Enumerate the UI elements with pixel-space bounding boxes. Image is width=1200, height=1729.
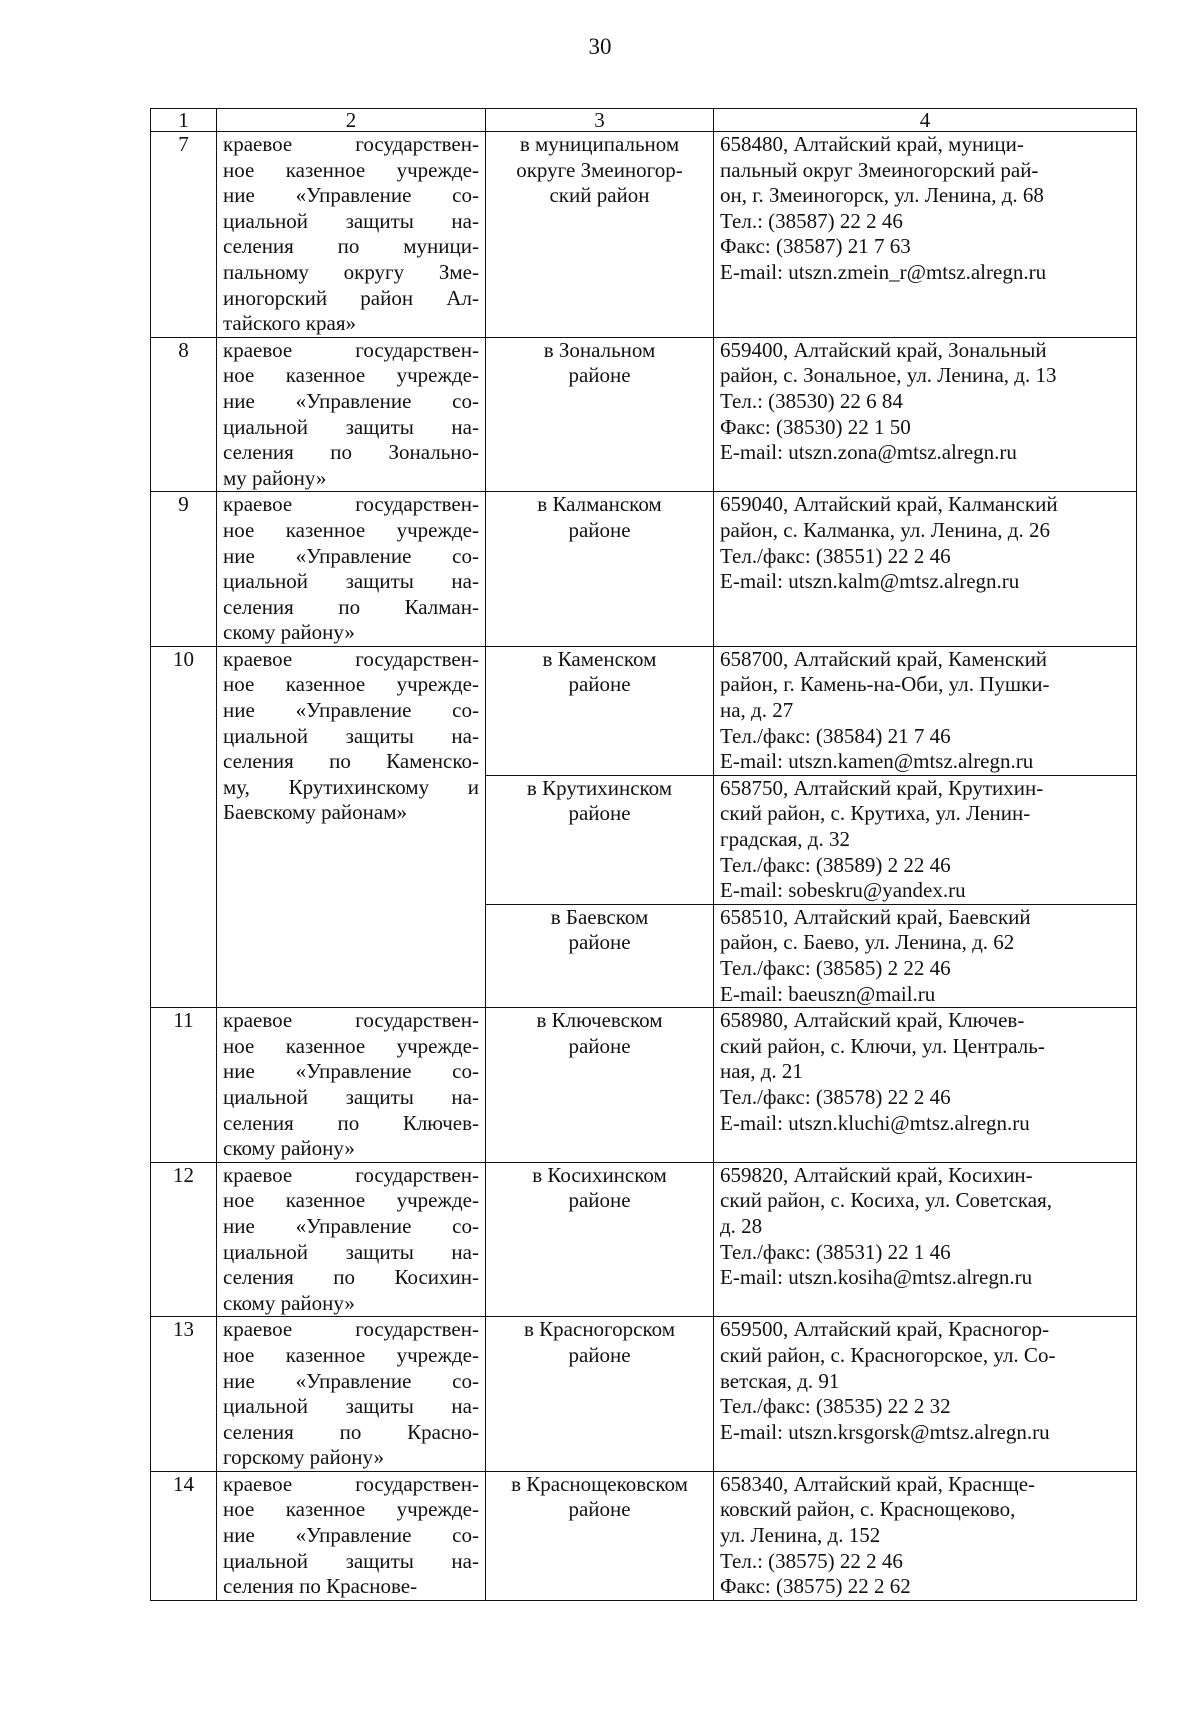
text-line: Тел.: (38587) 22 2 46 [720, 208, 903, 233]
text-line: Тел./факс: (38585) 2 22 46 [720, 956, 951, 980]
text-line: селения по Зонально- [223, 440, 479, 465]
row-number: 9 [151, 492, 217, 647]
text-line: ное казенное учрежде- [223, 1497, 479, 1522]
text-line: Тел.: (38530) 22 6 84 [720, 388, 903, 413]
text-line: E-mail: utszn.kamen@mtsz.alregn.ru [720, 749, 1034, 774]
text-line: краевое государствен- [223, 1471, 479, 1496]
office-location [486, 646, 714, 775]
text-line: пальному округу Зме- [223, 259, 479, 284]
text-line: он, г. Змеиногорск, ул. Ленина, д. 68 [720, 183, 1044, 208]
text-line: ное казенное учрежде- [223, 1342, 479, 1367]
office-location [486, 337, 714, 492]
institution-name [217, 337, 486, 492]
text-line: циальной защиты на- [223, 414, 479, 439]
text-line: Тел.: (38575) 22 2 46 [720, 1548, 903, 1573]
text-line: в муниципальном [519, 132, 680, 156]
office-address [714, 132, 1137, 338]
text-line: 658750, Алтайский край, Крутихин- [720, 775, 1044, 800]
text-line: ние «Управление со- [223, 1368, 479, 1393]
text-line: Тел./факс: (38535) 22 2 32 [720, 1394, 951, 1419]
text-line: циальной защиты на- [223, 569, 479, 594]
text-line: краевое государствен- [223, 132, 479, 156]
text-line: ул. Ленина, д. 152 [720, 1523, 881, 1548]
text-line: селения по Косихин- [223, 1265, 479, 1290]
row-number: 13 [151, 1317, 217, 1472]
text-line: ние «Управление со- [223, 698, 479, 723]
table-row [151, 1317, 1137, 1472]
text-line: краевое государствен- [223, 337, 479, 362]
text-line: пальный округ Змеиногорский рай- [720, 157, 1039, 182]
text-line: E-mail: utszn.kalm@mtsz.alregn.ru [720, 569, 1020, 594]
text-line: Факс: (38587) 21 7 63 [720, 234, 911, 259]
text-line: на, д. 27 [720, 698, 794, 723]
text-line: Баевскому районам» [223, 800, 407, 825]
text-line: ветская, д. 91 [720, 1368, 840, 1393]
text-line: районе [568, 672, 631, 697]
office-address [714, 904, 1137, 1007]
office-location [486, 1162, 714, 1317]
text-line: циальной защиты на- [223, 1239, 479, 1264]
text-line: район, с. Калманка, ул. Ленина, д. 26 [720, 517, 1050, 542]
text-line: 658480, Алтайский край, муници- [720, 132, 1024, 156]
text-line: селения по Красно- [223, 1419, 479, 1444]
text-line: ние «Управление со- [223, 1059, 479, 1084]
text-line: градская, д. 32 [720, 827, 850, 852]
text-line: районе [568, 363, 631, 388]
header-col-4: 4 [714, 109, 1137, 132]
text-line: му, Крутихинскому и [223, 774, 479, 799]
text-line: 659500, Алтайский край, Красногор- [720, 1317, 1050, 1342]
text-line: в Красногорском [524, 1317, 675, 1342]
text-line: в Баевском [550, 904, 649, 929]
table-row [151, 132, 1137, 338]
text-line: E-mail: sobeskru@yandex.ru [720, 878, 966, 903]
text-line: ский район, с. Ключи, ул. Централь- [720, 1033, 1045, 1058]
text-line: циальной защиты на- [223, 1548, 479, 1573]
text-line: 659400, Алтайский край, Зональный [720, 337, 1047, 362]
text-line: ное казенное учрежде- [223, 517, 479, 542]
text-line: селения по Краснове- [223, 1574, 418, 1599]
text-line: районе [568, 1497, 631, 1522]
text-line: ное казенное учрежде- [223, 672, 479, 697]
page-number: 30 [588, 34, 612, 59]
text-line: краевое государствен- [223, 1317, 479, 1342]
office-address [714, 775, 1137, 904]
text-line: ский район, с. Косиха, ул. Советская, [720, 1188, 1053, 1213]
text-line: ное казенное учрежде- [223, 157, 479, 182]
text-line: циальной защиты на- [223, 1394, 479, 1419]
row-number: 8 [151, 337, 217, 492]
office-location [486, 1317, 714, 1472]
text-line: в Зональном [543, 337, 656, 362]
text-line: селения по муници- [223, 234, 479, 259]
institution-name [217, 492, 486, 647]
header-col-3: 3 [486, 109, 714, 132]
text-line: краевое государствен- [223, 646, 479, 671]
row-number: 10 [151, 646, 217, 1007]
text-line: ский район, с. Красногорское, ул. Со- [720, 1342, 1056, 1367]
text-line: в Каменском [542, 646, 657, 671]
row-number: 11 [151, 1008, 217, 1163]
text-line: селения по Калман- [223, 594, 479, 619]
text-line: E-mail: utszn.kluchi@mtsz.alregn.ru [720, 1110, 1030, 1135]
text-line: ние «Управление со- [223, 388, 479, 413]
text-line: ние «Управление со- [223, 543, 479, 568]
text-line: Тел./факс: (38589) 2 22 46 [720, 852, 951, 877]
text-line: в Крутихинском [526, 775, 673, 800]
office-location [486, 132, 714, 338]
text-line: районе [568, 801, 631, 826]
text-line: краевое государствен- [223, 492, 479, 517]
text-line: Факс: (38530) 22 1 50 [720, 414, 911, 439]
institution-name [217, 1162, 486, 1317]
text-line: ский район, с. Крутиха, ул. Ленин- [720, 801, 1031, 826]
text-line: краевое государствен- [223, 1008, 479, 1033]
text-line: E-mail: utszn.krsgorsk@mtsz.alregn.ru [720, 1419, 1050, 1444]
text-line: скому району» [223, 1136, 355, 1161]
text-line: районе [568, 930, 631, 955]
institution-name [217, 1008, 486, 1163]
row-number: 7 [151, 132, 217, 338]
text-line: районе [568, 1033, 631, 1058]
text-line: E-mail: baeuszn@mail.ru [720, 981, 936, 1006]
text-line: 658340, Алтайский край, Краснще- [720, 1471, 1036, 1496]
text-line: E-mail: utszn.zmein_r@mtsz.alregn.ru [720, 259, 1047, 284]
text-line: д. 28 [720, 1213, 763, 1238]
text-line: район, с. Баево, ул. Ленина, д. 62 [720, 930, 1015, 955]
text-line: Тел./факс: (38578) 22 2 46 [720, 1084, 951, 1109]
text-line: Факс: (38575) 22 2 62 [720, 1574, 911, 1599]
text-line: районе [568, 1188, 631, 1213]
text-line: 658510, Алтайский край, Баевский [720, 904, 1031, 929]
text-line: циальной защиты на- [223, 1084, 479, 1109]
text-line: в Ключевском [536, 1008, 663, 1033]
row-number: 14 [151, 1471, 217, 1600]
institutions-table [150, 108, 1137, 1601]
text-line: Тел./факс: (38584) 21 7 46 [720, 723, 951, 748]
office-address [714, 1008, 1137, 1163]
text-line: ная, д. 21 [720, 1059, 803, 1084]
text-line: ковский район, с. Краснощеково, [720, 1497, 1016, 1522]
header-col-2: 2 [217, 109, 486, 132]
text-line: циальной защиты на- [223, 208, 479, 233]
header-col-1: 1 [151, 109, 217, 132]
text-line: ние «Управление со- [223, 1213, 479, 1238]
text-line: 659820, Алтайский край, Косихин- [720, 1162, 1033, 1187]
text-line: му району» [223, 465, 327, 490]
text-line: E-mail: utszn.kosiha@mtsz.alregn.ru [720, 1265, 1033, 1290]
institution-name [217, 1471, 486, 1600]
text-line: E-mail: utszn.zona@mtsz.alregn.ru [720, 440, 1017, 465]
office-address [714, 1317, 1137, 1472]
text-line: краевое государствен- [223, 1162, 479, 1187]
institution-name [217, 132, 486, 338]
row-number: 12 [151, 1162, 217, 1317]
table-row [151, 646, 1137, 775]
text-line: округе Змеиногор- [516, 157, 683, 182]
text-line: район, г. Камень-на-Оби, ул. Пушки- [720, 672, 1050, 697]
table-row [151, 1008, 1137, 1163]
table-row [151, 492, 1137, 647]
office-location [486, 492, 714, 647]
office-location [486, 775, 714, 904]
text-line: ние «Управление со- [223, 183, 479, 208]
office-address [714, 1471, 1137, 1600]
text-line: ное казенное учрежде- [223, 1188, 479, 1213]
text-line: скому району» [223, 620, 355, 645]
table-row [151, 337, 1137, 492]
text-line: 658700, Алтайский край, Каменский [720, 646, 1048, 671]
text-line: 659040, Алтайский край, Калманский [720, 492, 1058, 517]
text-line: тайского края» [223, 311, 356, 336]
office-address [714, 337, 1137, 492]
text-line: 658980, Алтайский край, Ключев- [720, 1008, 1025, 1033]
office-location [486, 904, 714, 1007]
text-line: иногорский район Ал- [223, 285, 479, 310]
institution-name [217, 646, 486, 1007]
office-address [714, 646, 1137, 775]
table-header-row [151, 109, 1137, 132]
text-line: районе [568, 517, 631, 542]
text-line: в Краснощековском [511, 1471, 688, 1496]
office-location [486, 1008, 714, 1163]
text-line: скому району» [223, 1290, 355, 1315]
office-address [714, 1162, 1137, 1317]
text-line: ский район [549, 183, 650, 208]
table-row [151, 1162, 1137, 1317]
text-line: район, с. Зональное, ул. Ленина, д. 13 [720, 363, 1057, 388]
office-address [714, 492, 1137, 647]
text-line: селения по Каменско- [223, 749, 479, 774]
institution-name [217, 1317, 486, 1472]
text-line: ние «Управление со- [223, 1523, 479, 1548]
text-line: в Калманском [537, 492, 662, 517]
text-line: ное казенное учрежде- [223, 1033, 479, 1058]
office-location [486, 1471, 714, 1600]
text-line: горскому району» [223, 1445, 385, 1470]
text-line: районе [568, 1342, 631, 1367]
text-line: Тел./факс: (38551) 22 2 46 [720, 543, 951, 568]
text-line: циальной защиты на- [223, 723, 479, 748]
text-line: селения по Ключев- [223, 1110, 479, 1135]
text-line: в Косихинском [532, 1162, 667, 1187]
text-line: ное казенное учрежде- [223, 363, 479, 388]
text-line: Тел./факс: (38531) 22 1 46 [720, 1239, 951, 1264]
table-row [151, 1471, 1137, 1600]
